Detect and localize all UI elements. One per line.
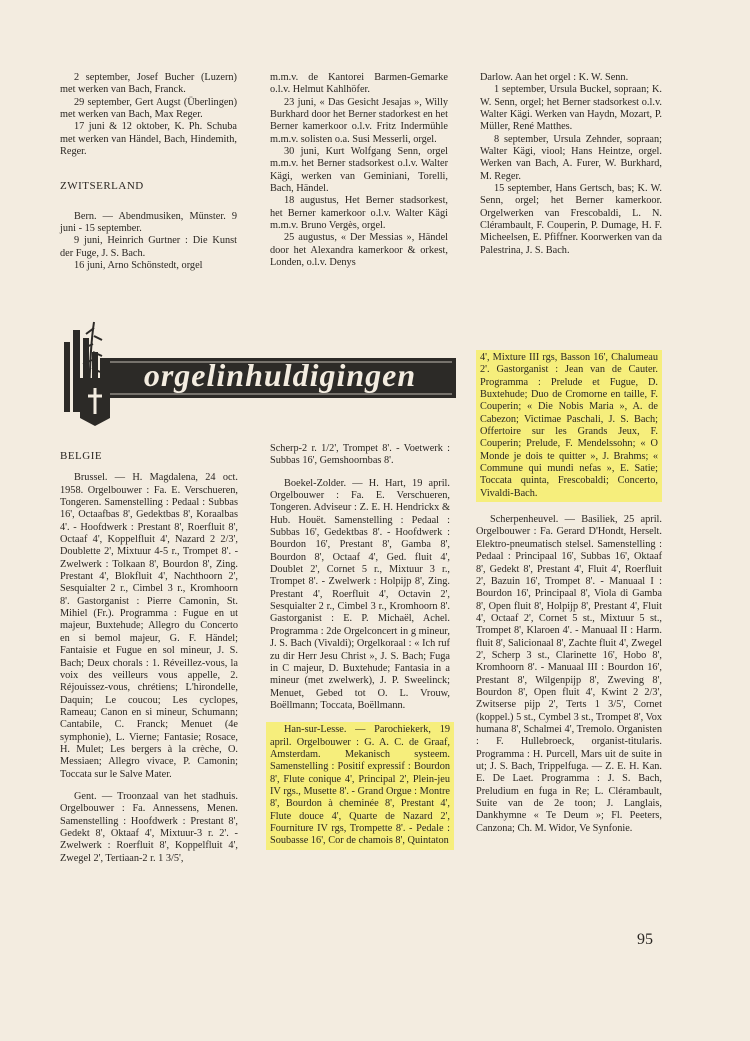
paragraph: m.m.v. de Kantorei Barmen-Gemarke o.l.v. Helmut Kahlhöfer.	[270, 72, 448, 96]
paragraph: 30 juni, Kurt Wolfgang Senn, orgel m.m.v. het Berner stadsorkest o.l.v. Walter Kägi, werken van Geminiani, Torelli, Bach, Händel.	[270, 146, 448, 195]
top-column-3	[480, 72, 662, 257]
paragraph: 16 juni, Arno Schönstedt, orgel	[74, 260, 203, 272]
banner-title: orgelinhuldigingen	[143, 357, 417, 393]
page-number: 95	[637, 931, 653, 948]
paragraph: 4', Mixture III rgs, Basson 16', Chalumeau 2'. Gastorganist : Jean van de Cauter. Programma : Prelude et Fugue, D. Buxtehude; Duo de Cromorne en taille, F. Couperin; « Die Nobis Maria », A. de Cabezon; Victimae Paschali, J. S. Bach; Offertoire sur les Grands Jeux, F. Couperin; Prelude, F. Mendelssohn; « O Monde je dois te quitter », J. Brahms; « Commune qui mundi nefas », E. Satie; Toccata quinta, Frescobaldi; Concerto, Vivaldi-Bach.	[480, 352, 658, 499]
paragraph: Bern. — Abendmusiken, Münster. 9 juni - 15 september.	[60, 210, 237, 235]
top-column-1	[60, 72, 237, 272]
paragraph: 25 augustus, « Der Messias », Händel door het Alexandra kamerkoor & orkest, Londen, o.l.v. Denys	[270, 232, 448, 269]
orgelinhuldigingen-banner	[60, 318, 460, 430]
paragraph: 18 augustus, Het Berner stadsorkest, het Berner kamerkoor o.l.v. Walter Kägi m.m.v. Bruno Vergès, orgel.	[270, 195, 448, 232]
paragraph: Scherpenheuvel. — Basiliek, 25 april. Orgelbouwer : Fa. Gerard D'Hondt, Herselt. Elektro-pneumatisch stelsel. Samenstelling : Pedaal : Principaal 16', Subbas 16', Oktaaf 8', Gedekt 8', Prestant 4', Fluit 4', Roerfluit 2', Bazuin 16', Trompet 8'. - Manuaal I : Bourdon 16', Principaal 8', Viola di Gamba 8', Open fluit 8', Holpijp 8', Prestant 4', Fluit 4', Octaaf 2', Cornet 5 st., Mixtuur 5 st., Trompet 8', Klaroen 4'. - Manuaal II : Harm. fluit 8', Salicionaal 8', Zachte fluit 4', Zwegel 2', Scherp 3 st., Clarinette 16', Hobo 8', Kromhoorn 8'. - Manuaal III : Bourdon 16', Prestant 8', Wilgenpijp 8', Zweving 8', Bourdon 8', Open fluit 4', Kwint 2 2/3', Zwitserse pijp 2', Terts 1 3/5', Cornet (koppel.) 5 st., Cymbel 3 st., Trompet 8', Vox humana 8', Schalmei 4', Tremolo. Organisten : F. Hullebroeck, organist-titularis. Programma : H. Purcell, Mars uit de suite in ut; J. S. Bach, Trippelfuga. — Z. E. H. Kan. E. De Laet. Programma : J. S. Bach, Preludium en fuga in Re; L. Clérambault, Suite van de 2e toon; J. Langlais, Dankhymne « Te Deum »; Fl. Peeters, Canzona; Ch. M. Widor, Ve Synfonie.	[476, 514, 662, 834]
paragraph: 2 september, Josef Bucher (Luzern) met werken van Bach, Franck.	[60, 72, 237, 96]
top-column-2	[270, 72, 448, 270]
bottom-column-3	[476, 350, 662, 835]
paragraph: 23 juni, « Das Gesicht Jesajas », Willy Burkhard door het Berner stadorkest en het Berner kamerkoor o.l.v. Fritz Indermühle m.m.v. solisten o.a. Susi Messerli, orgel.	[270, 96, 448, 145]
paragraph: 15 september, Hans Gertsch, bas; K. W. Senn, orgel; het Berner kamerkoor. Orgelwerken van Frescobaldi, L. N. Clérambault, F. Couperin, P. Dumage, H. F. Micheelsen, E. Pfiffner. Koorwerken van da Palestrina, J. S. Bach.	[480, 183, 662, 256]
bottom-column-1	[60, 442, 238, 865]
bottom-column-2	[270, 443, 450, 850]
paragraph: 1 september, Ursula Buckel, sopraan; K. W. Senn, orgel; het Berner stadsorkest o.l.v. Walter Kägi. Werken van Haydn, Mozart, P. Müller, René Matthes.	[480, 84, 662, 133]
section-heading-belgie: BELGIE	[60, 450, 103, 462]
paragraph: Boekel-Zolder. — H. Hart, 19 april. Orgelbouwer : Fa. E. Verschueren, Tongeren. Adviseur : Z. E. H. Hendrickx & Hub. Houët. Samenstelling : Pedaal : Subbas 16', Gedektbas 8'. - Hoofdwerk : Bourdon 16', Prestant 8', Gamba 8', Bourdon 8', Octaaf 4', Ged. fluit 4', Doublet 2', Cornet 5 r., Mixtuur 3 r., Trompet 8'. - Zwelwerk : Holpijp 8', Zing. Prestant 4', Roerfluit 4', Octavin 2', Sesquialter 2 r., Cimbel 3 r., Kromhoorn 8'. Gastorganist : E. P. Michaël, Achel. Programma : 2de Orgelconcert in g mineur, J. S. Bach (Vivaldi); Orgelkoraal : « Ich ruf zu dir Herr Jesu Christ », J. S. Bach; Fuga in C majeur, D. Buxtehude; Fantasia in a mineur (met zwelwerk), J. P. Sweelinck; Menuet, Gebed tot O. L. Vrouw, Boëllmann; Toccata, Boëllmann.	[270, 477, 450, 711]
paragraph: Han-sur-Lesse. — Parochiekerk, 19 april. Orgelbouwer : G. A. C. de Graaf, Amsterdam. Mekanisch systeem. Samenstelling : Positif expressif : Bourdon 8', Flute conique 4', Principal 2', Plein-jeu IV rgs., Musette 8'. - Grand Orgue : Montre 8', Bourdon à cheminée 8', Prestant 4', Flute douce 4', Quarte de Nazard 2', Fourniture IV rgs, Trompette 8'. - Pedale : Soubasse 16', Cor de chamois 8', Quintaton	[270, 724, 450, 847]
paragraph: Brussel. — H. Magdalena, 24 oct. 1958. Orgelbouwer : Fa. E. Verschueren, Tongeren. Samenstelling : Pedaal : Subbas 16', Octaafbas 8', Gedektbas 8', Koraalbas 4'. - Hoofdwerk : Prestant 8', Roerfluit 8', Octaaf 4', Koppelfluit 4', Nazard 2 2/3', Doublette 2', Mixtuur 4-5 r., Trompet 8'. - Zwelwerk : Tolkaan 8', Bourdon 8', Zing. Prestant 4', Blokfluit 4', Nachthoorn 2', Sesquialter 2 r., Cimbel 3 r., Kromhoorn 8'. Gastorganist : Pierre Camonin, St. Mihiel (Fr.). Programma : Fugue en ut majeur, Buxtehude; Allegro du Concerto en si bemol majeur, G. F. Händel; Fantaisie et Fugue en sol mineur, J. S. Bach; Deux chorals : 1. Réveillez-vous, la voix des veilleurs vous appelle, 2. Réjouissez-vous, chrétiens; L'hirondelle, Daquin; Le coucou; Les cyclopes, Rameau; Canon en si mineur, Schumann; Cantabile, C. Franck; Menuet (4e symphonie), L. Vierne; Fantasie; Rosace, H. Mulet; Les bergers à la crèche, O. Messiaen; Allegro vivace, P. Camonin; Toccata sur le Salve Mater.	[60, 472, 238, 780]
paragraph: Gent. — Troonzaal van het stadhuis. Orgelbouwer : Fa. Annessens, Menen. Samenstelling : Hoofdwerk : Prestant 8', Gedekt 8', Oktaaf 4', Mixtuur-3 r. 2'. - Zwelwerk : Roerfluit 8', Koppelfluit 4', Zwegel 2', Tertiaan-2 r. 1 3/5',	[60, 790, 238, 864]
paragraph: 17 juni & 12 oktober, K. Ph. Schuba met werken van Händel, Bach, Hindemith, Reger.	[60, 121, 237, 158]
paragraph: 8 september, Ursula Zehnder, sopraan; Walter Kägi, viool; Hans Heintze, orgel. Werken van Bach, A. Furer, W. Burkhard, M. Reger.	[480, 133, 662, 182]
highlighted-block	[266, 722, 454, 849]
cross-icon	[80, 378, 110, 426]
paragraph: Darlow. Aan het orgel : K. W. Senn.	[480, 72, 629, 83]
section-heading-zwitserland: ZWITSERLAND	[60, 180, 144, 193]
highlighted-block	[476, 350, 662, 502]
paragraph: 9 juni, Heinrich Gurtner : Die Kunst der Fuge, J. S. Bach.	[60, 235, 237, 259]
paragraph: 29 september, Gert Augst (Überlingen) met werken van Bach, Max Reger.	[60, 96, 237, 121]
paragraph: Scherp-2 r. 1/2', Trompet 8'. - Voetwerk : Subbas 16', Gemshoornbas 8'.	[270, 443, 450, 467]
